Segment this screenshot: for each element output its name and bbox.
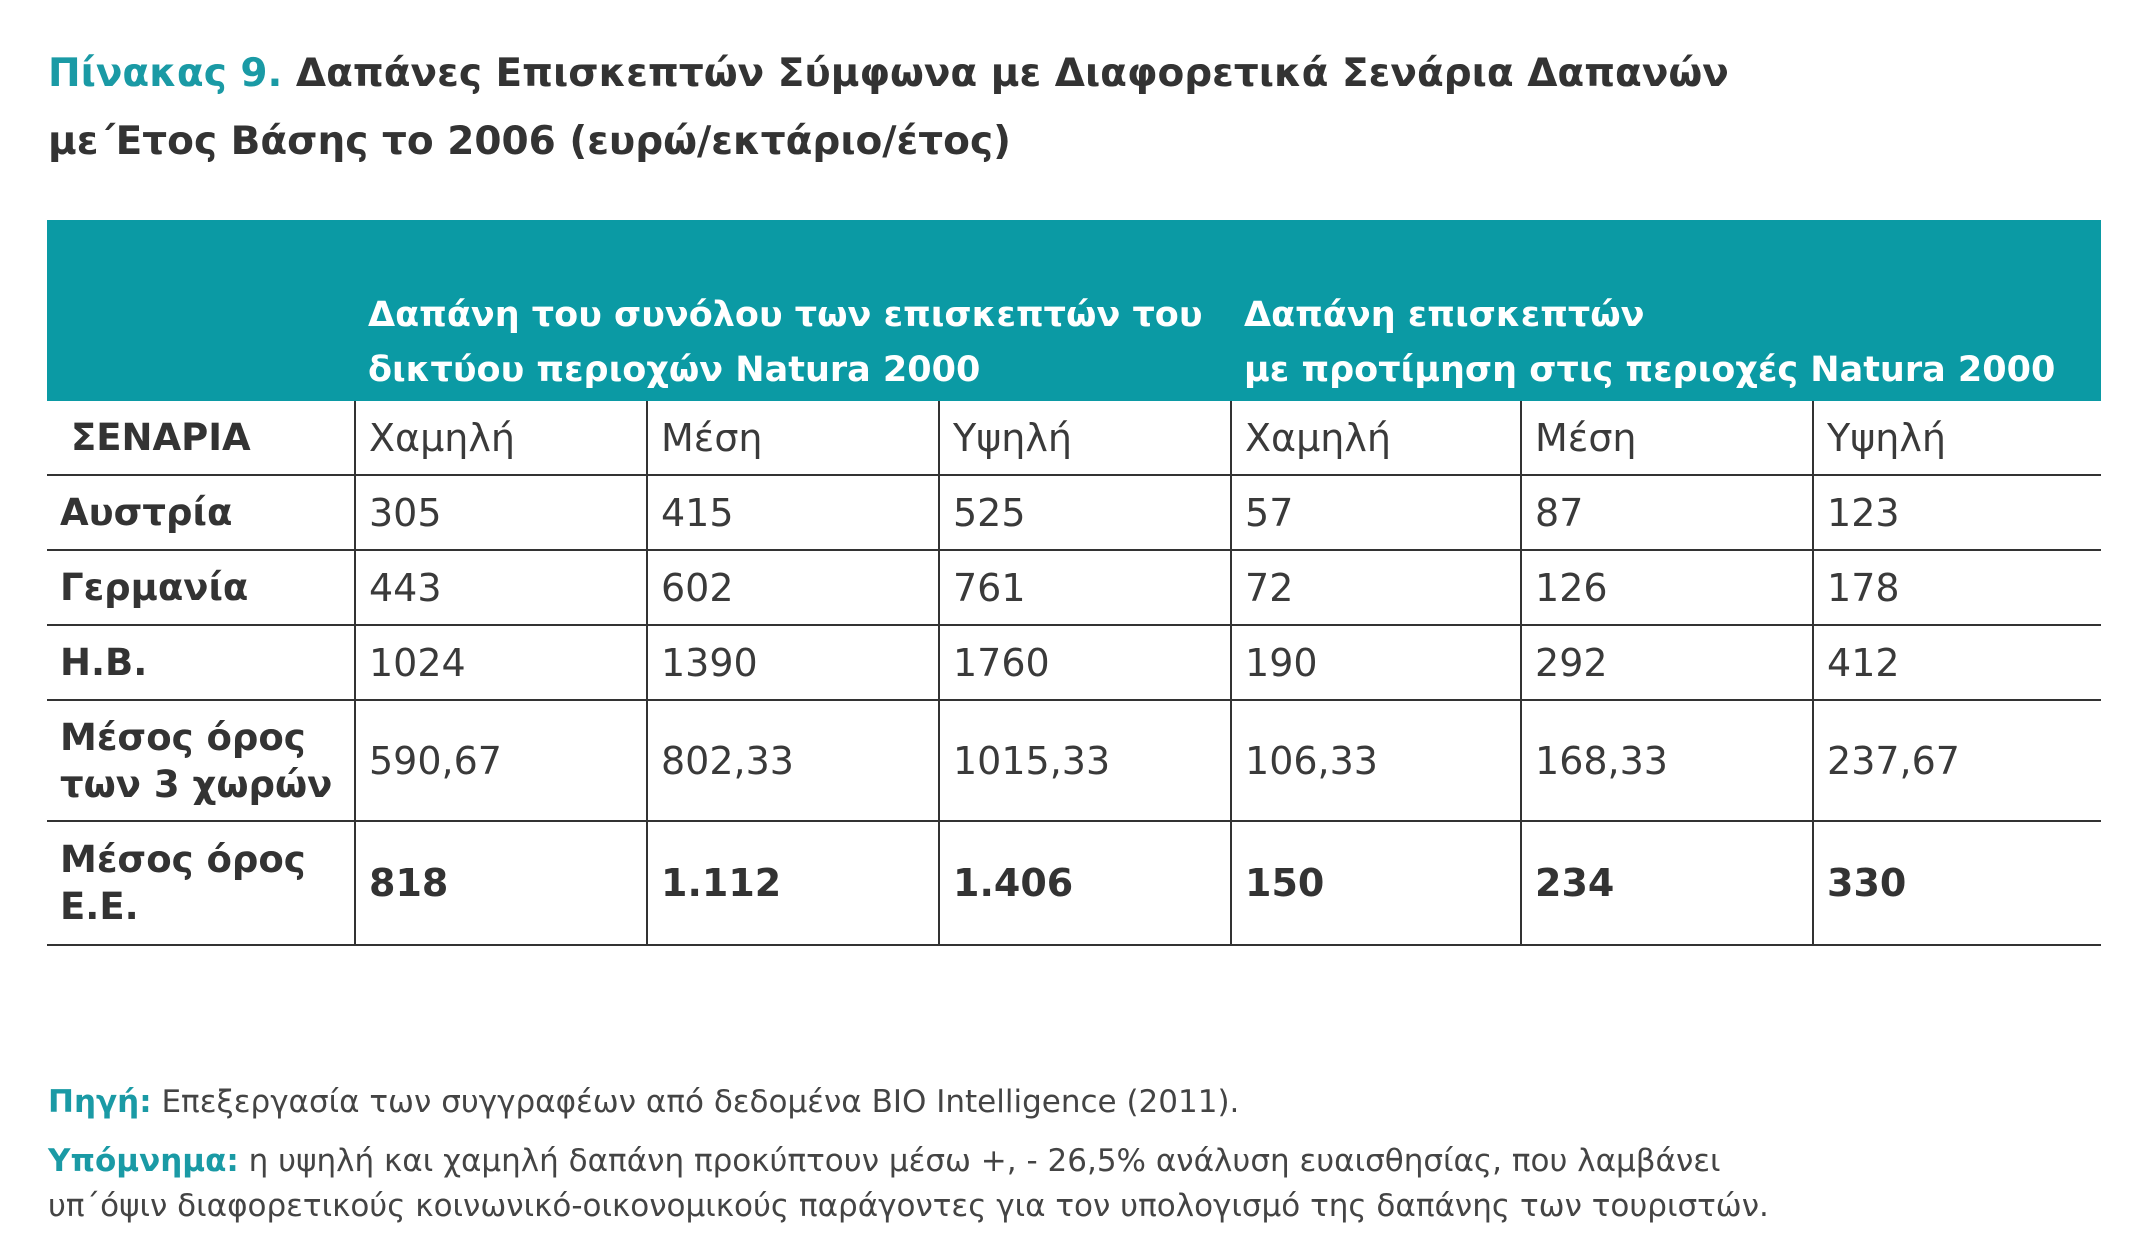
group-header-total-visitors: Δαπάνη του συνόλου των επισκεπτών του δικτύου περιοχών Natura 2000 <box>355 220 1231 401</box>
row-label <box>47 700 355 821</box>
scenario-label: ΣΕΝΑΡΙΑ <box>47 401 355 475</box>
table-cell: 1760 <box>939 625 1231 700</box>
table-number: Πίνακας 9. <box>48 51 283 96</box>
source-note <box>48 1080 2048 1125</box>
source-key: Πηγή: <box>48 1084 152 1120</box>
table-notes <box>48 1080 2048 1243</box>
column-header: Μέση <box>647 401 939 475</box>
row-label <box>47 821 355 945</box>
table-row <box>47 625 2101 700</box>
row-label: Η.Β. <box>47 625 355 700</box>
legend-key: Υπόμνημα: <box>48 1143 239 1179</box>
table-cell: 237,67 <box>1813 700 2101 821</box>
table-cell: 1015,33 <box>939 700 1231 821</box>
table-cell: 602 <box>647 550 939 625</box>
table-row <box>47 475 2101 550</box>
row-label-line-2: των 3 χωρών <box>60 762 333 806</box>
group2-header-line-1: Δαπάνη επισκεπτών <box>1244 295 1645 335</box>
row-label: Γερμανία <box>47 550 355 625</box>
title-line-2: με΄Ετος Βάσης το 2006 (ευρώ/εκτάριο/έτος) <box>48 119 1011 164</box>
table-cell: 190 <box>1231 625 1521 700</box>
title-line-1: Δαπάνες Επισκεπτών Σύμφωνα με Διαφορετικά Σενάρια Δαπανών <box>295 51 1729 96</box>
table-cell: 330 <box>1813 821 2101 945</box>
table-cell: 1.112 <box>647 821 939 945</box>
table-cell: 292 <box>1521 625 1813 700</box>
column-header: Υψηλή <box>939 401 1231 475</box>
column-header: Υψηλή <box>1813 401 2101 475</box>
column-header: Μέση <box>1521 401 1813 475</box>
table-cell: 818 <box>355 821 647 945</box>
table-cell: 802,33 <box>647 700 939 821</box>
table-cell: 150 <box>1231 821 1521 945</box>
table-cell: 106,33 <box>1231 700 1521 821</box>
table-cell: 1390 <box>647 625 939 700</box>
column-header: Χαμηλή <box>355 401 647 475</box>
group2-header-line-2: με προτίμηση στις περιοχές Natura 2000 <box>1244 350 2056 390</box>
scenario-row <box>47 401 2101 475</box>
legend-note <box>48 1139 2048 1229</box>
table-row <box>47 700 2101 821</box>
table-row <box>47 821 2101 945</box>
row-label-line-2: Ε.Ε. <box>60 885 139 928</box>
table-cell: 525 <box>939 475 1231 550</box>
table-cell: 1.406 <box>939 821 1231 945</box>
legend-line-1: η υψηλή και χαμηλή δαπάνη προκύπτουν μέσω +, - 26,5% ανάλυση ευαισθησίας, που λαμβάνει <box>238 1143 1721 1179</box>
row-label-line-1: Μέσος όρος <box>60 838 306 881</box>
row-label-line-1: Μέσος όρος <box>60 715 306 759</box>
table-cell: 590,67 <box>355 700 647 821</box>
source-text: Επεξεργασία των συγγραφέων από δεδομένα BIO Intelligence (2011). <box>151 1084 1240 1120</box>
table-cell: 761 <box>939 550 1231 625</box>
table-cell: 57 <box>1231 475 1521 550</box>
column-header: Χαμηλή <box>1231 401 1521 475</box>
table-cell: 126 <box>1521 550 1813 625</box>
table-cell: 443 <box>355 550 647 625</box>
table-row <box>47 550 2101 625</box>
table-cell: 1024 <box>355 625 647 700</box>
visitor-spending-table <box>47 220 2101 946</box>
legend-line-2: υπ΄όψιν διαφορετικούς κοινωνικό-οικονομικούς παράγοντες για τον υπολογισμό της δαπάνης των τουριστών. <box>48 1188 1769 1224</box>
table-cell: 87 <box>1521 475 1813 550</box>
table-cell: 305 <box>355 475 647 550</box>
table-title <box>48 40 1948 176</box>
table-cell: 178 <box>1813 550 2101 625</box>
table-cell: 168,33 <box>1521 700 1813 821</box>
table-cell: 123 <box>1813 475 2101 550</box>
table-header-row <box>47 220 2101 401</box>
header-empty-cell <box>47 220 355 401</box>
group-header-natura-visitors <box>1231 220 2101 401</box>
table-cell: 415 <box>647 475 939 550</box>
row-label: Αυστρία <box>47 475 355 550</box>
table-cell: 234 <box>1521 821 1813 945</box>
table-cell: 412 <box>1813 625 2101 700</box>
table-cell: 72 <box>1231 550 1521 625</box>
